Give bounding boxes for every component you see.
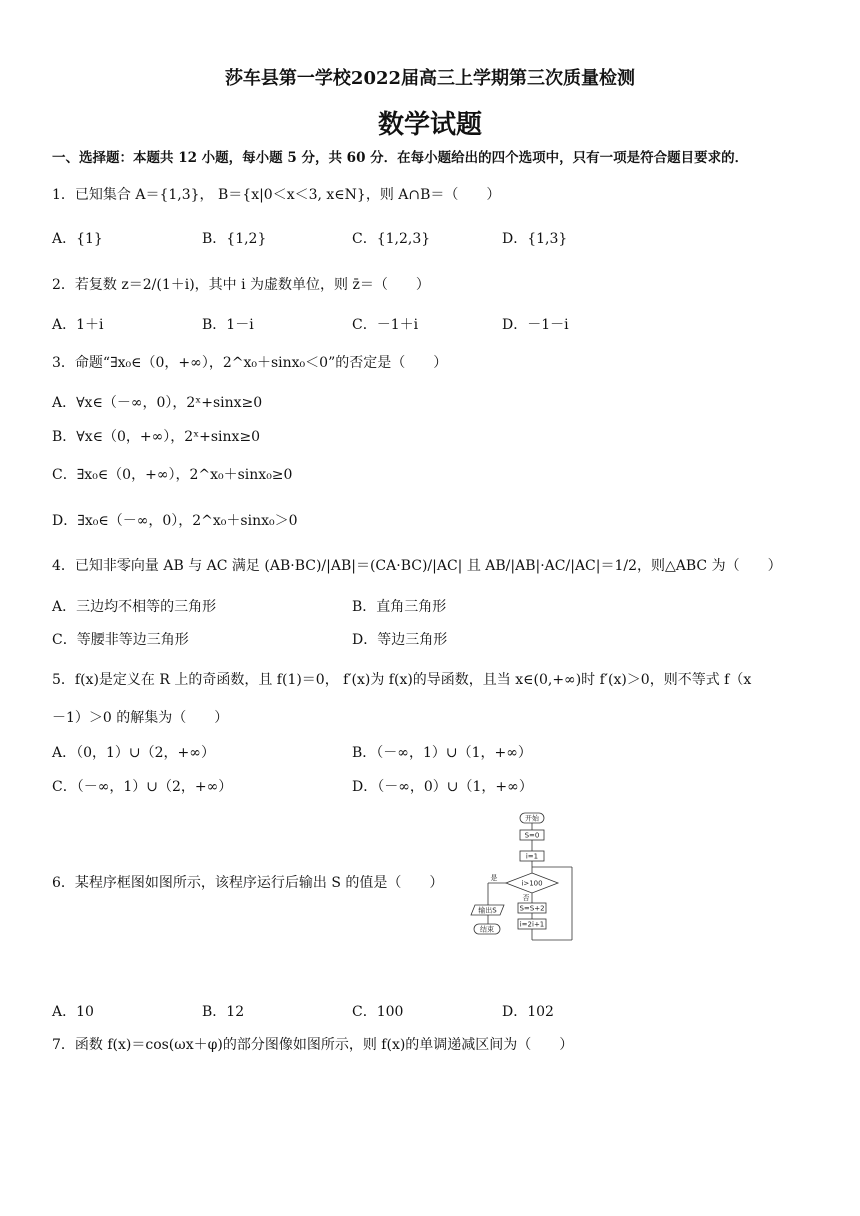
q3-option-d[interactable]: D．∃x₀∈（－∞，0），2^x₀＋sinx₀＞0	[52, 513, 298, 529]
q2-option-c[interactable]: C．－1＋i	[352, 317, 419, 333]
flowchart-output: 输出S	[478, 906, 497, 915]
question-3-stem: 3．命题“∃x₀∈（0，+∞），2^x₀＋sinx₀＜0”的否定是（ ）	[52, 355, 448, 371]
q3-option-c[interactable]: C．∃x₀∈（0，+∞），2^x₀＋sinx₀≥0	[52, 467, 293, 483]
q1-option-a[interactable]: A．{1}	[52, 231, 103, 247]
q2-option-a[interactable]: A．1＋i	[52, 317, 104, 333]
question-7-stem: 7．函数 f(x)＝cos(ωx＋φ)的部分图像如图所示，则 f(x)的单调递减区间为（ ）	[52, 1037, 574, 1053]
flowchart-no-label: 否	[522, 894, 530, 902]
flowchart-init-i: i=1	[525, 852, 539, 861]
q1-option-b[interactable]: B．{1,2}	[202, 231, 267, 247]
flowchart-start: 开始	[525, 814, 539, 823]
q4-option-d[interactable]: D．等边三角形	[352, 632, 448, 648]
flowchart-condition: i>100	[521, 879, 543, 888]
flowchart-update-i: i=2i+1	[519, 920, 545, 929]
q5-option-a[interactable]: A．（0，1）∪（2，+∞）	[52, 745, 215, 761]
q4-option-a[interactable]: A．三边均不相等的三角形	[52, 599, 217, 615]
question-5-stem-line1: 5．f(x)是定义在 R 上的奇函数，且 f(1)＝0， f′(x)为 f(x)的导函数，且当 x∈(0,+∞)时 f′(x)＞0，则不等式 f（x	[52, 672, 752, 688]
q2-option-b[interactable]: B．1－i	[202, 317, 254, 333]
flowchart-yes-label: 是	[490, 874, 498, 882]
q2-option-d[interactable]: D．－1－i	[502, 317, 569, 333]
section-heading: 一、选择题：本题共 12 小题，每小题 5 分，共 60 分．在每小题给出的四个选项中，只有一项是符合题目要求的．	[52, 150, 749, 166]
q1-option-c[interactable]: C．{1,2,3}	[352, 231, 431, 247]
question-5-stem-line2: －1）＞0 的解集为（ ）	[52, 710, 229, 726]
flowchart-update-s: S=S+2	[519, 904, 545, 913]
question-2-stem: 2．若复数 z＝2/(1＋i)，其中 i 为虚数单位，则 z̄＝（ ）	[52, 277, 430, 293]
q5-option-c[interactable]: C．（－∞，1）∪（2，+∞）	[52, 779, 233, 795]
subject-title: 数学试题	[377, 110, 482, 140]
q5-option-b[interactable]: B．（－∞，1）∪（1，+∞）	[352, 745, 532, 761]
question-6-stem: 6．某程序框图如图所示，该程序运行后输出 S 的值是（ ）	[52, 875, 444, 891]
q3-option-b[interactable]: B．∀x∈（0，+∞），2ˣ+sinx≥0	[52, 429, 261, 445]
q6-option-c[interactable]: C．100	[352, 1004, 404, 1020]
q6-option-b[interactable]: B．12	[202, 1004, 245, 1020]
q6-option-a[interactable]: A．10	[52, 1004, 94, 1020]
q6-option-d[interactable]: D．102	[502, 1004, 554, 1020]
flowchart-end: 结束	[480, 925, 494, 934]
q4-option-c[interactable]: C．等腰非等边三角形	[52, 632, 189, 648]
q3-option-a[interactable]: A．∀x∈（－∞，0），2ˣ+sinx≥0	[52, 395, 263, 411]
question-1-stem: 1．已知集合 A＝{1,3}， B＝{x|0＜x＜3, x∈N}，则 A∩B＝（ ）	[52, 187, 501, 203]
q5-option-d[interactable]: D．（－∞，0）∪（1，+∞）	[352, 779, 533, 795]
school-title: 莎车县第一学校2022届高三上学期第三次质量检测	[224, 68, 636, 89]
q1-option-d[interactable]: D．{1,3}	[502, 231, 568, 247]
flowchart-init-s: S=0	[524, 831, 540, 840]
question-4-stem: 4．已知非零向量 AB 与 AC 满足 (AB·BC)/|AB|＝(CA·BC)/|AC| 且 AB/|AB|·AC/|AC|＝1/2，则△ABC 为（ ）	[52, 558, 782, 574]
q4-option-b[interactable]: B．直角三角形	[352, 599, 447, 615]
flowchart-figure	[464, 812, 579, 944]
